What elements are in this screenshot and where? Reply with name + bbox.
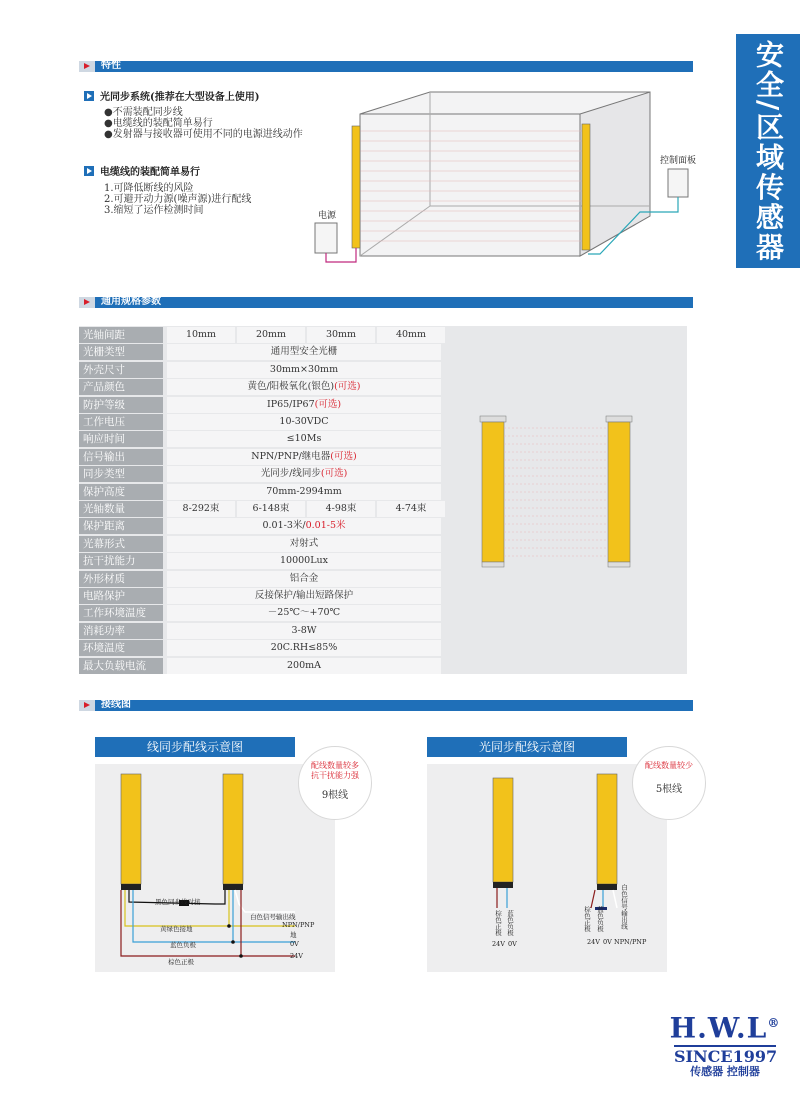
wiring-label-blue: 蓝色负极 xyxy=(170,941,196,949)
spec-value-text: 70mm-2994mm xyxy=(266,485,342,497)
wiring-label-npn: NPN/PNP xyxy=(282,921,315,929)
wiring-right-badge xyxy=(632,746,706,820)
spec-row xyxy=(79,431,439,447)
spec-value-cell: 6-148束 xyxy=(237,501,305,517)
spec-row xyxy=(79,571,439,587)
spec-label: 消耗功率 xyxy=(79,623,163,639)
logo-registered-mark: ® xyxy=(767,1016,781,1030)
feature-subheading-1-text: 光同步系统(推荐在大型设备上使用) xyxy=(100,92,260,103)
feature-item: 2.可避开动力源(噪声源)进行配线 xyxy=(104,194,252,205)
feature-subheading-1 xyxy=(84,88,259,103)
wiring-label-24v: 24V xyxy=(290,952,303,960)
spec-value-text: 30mm×30mm xyxy=(269,363,339,375)
feature-item: ●发射器与接收器可使用不同的电源进线动作 xyxy=(104,129,303,140)
wiring-left-title: 线同步配线示意图 xyxy=(95,737,295,757)
spec-value xyxy=(167,484,441,500)
feature-subheading-2 xyxy=(84,163,200,178)
spec-label: 同步类型 xyxy=(79,466,163,482)
wiring-right-v0: 0V xyxy=(508,940,517,948)
wiring-right-v24: 24V xyxy=(492,940,505,948)
spec-row xyxy=(79,449,439,465)
badge-line: 配线数量较多 xyxy=(311,761,359,770)
wiring-label-white: 白色信号输出线 xyxy=(250,913,296,921)
spec-label: 环境温度 xyxy=(79,640,163,656)
power-label: 电源 xyxy=(318,211,337,221)
wiring-right-npn: NPN/PNP xyxy=(614,938,647,946)
badge-count: 5根线 xyxy=(655,784,683,795)
spec-label: 光轴数量 xyxy=(79,501,163,517)
feature-item: 3.缩短了运作检测时间 xyxy=(104,205,204,216)
spec-value-text: 3-8W xyxy=(291,624,317,636)
spec-value xyxy=(167,344,441,360)
wiring-right-v24-2: 24V xyxy=(587,938,600,946)
wiring-right-white: 白色信号输出线 xyxy=(620,884,628,930)
spec-row xyxy=(79,553,439,569)
light-curtain-product-image xyxy=(476,414,636,574)
spec-row xyxy=(79,605,439,621)
spec-value xyxy=(167,605,441,621)
feature-subheading-2-text: 电缆线的装配简单易行 xyxy=(100,167,200,178)
machine-light-curtain-illustration xyxy=(310,86,710,276)
spec-optional-note: 0.01-5米 xyxy=(305,520,346,532)
play-triangle-icon xyxy=(84,91,94,101)
spec-label: 响应时间 xyxy=(79,431,163,447)
spec-value-cell: 4-98束 xyxy=(307,501,375,517)
feature-item: ●电缆线的装配简单易行 xyxy=(104,118,213,129)
spec-value xyxy=(167,414,441,430)
spec-row xyxy=(79,344,439,360)
spec-row xyxy=(79,379,439,395)
spec-label: 工作电压 xyxy=(79,414,163,430)
spec-value-text: －25℃～+70℃ xyxy=(267,607,341,619)
section-bar-features xyxy=(79,61,693,72)
spec-value-text: 对射式 xyxy=(289,537,319,549)
spec-value-text: 200mA xyxy=(286,659,321,671)
spec-value xyxy=(167,588,441,604)
wiring-right-blue-2: 蓝色负极 xyxy=(596,906,604,932)
spec-value-cell: 20mm xyxy=(237,327,305,343)
badge-count: 9根线 xyxy=(321,790,349,801)
spec-value-cell: 10mm xyxy=(167,327,235,343)
spec-optional-note: (可选) xyxy=(320,468,348,480)
spec-value xyxy=(167,431,441,447)
spec-label: 最大负载电流 xyxy=(79,658,163,674)
spec-row xyxy=(79,327,439,343)
side-category-tab: 安全/区域传感器 xyxy=(736,34,800,268)
spec-row xyxy=(79,623,439,639)
spec-value-text: 反接保护/输出短路保护 xyxy=(254,590,354,601)
spec-optional-note: (可选) xyxy=(334,381,361,393)
feature-item: ●不需装配同步线 xyxy=(104,107,183,118)
spec-value xyxy=(167,658,441,674)
section-marker-icon xyxy=(79,700,95,711)
spec-label: 外壳尺寸 xyxy=(79,362,163,378)
section-bar-wiring xyxy=(79,700,693,711)
spec-label: 工作环境温度 xyxy=(79,605,163,621)
wiring-right-title: 光同步配线示意图 xyxy=(427,737,627,757)
spec-row xyxy=(79,414,439,430)
spec-value-cell: 40mm xyxy=(377,327,445,343)
wiring-left-badge xyxy=(298,746,372,820)
spec-value-text: 光同步/线同步 xyxy=(260,468,321,480)
play-triangle-icon xyxy=(84,166,94,176)
spec-value-text: 黄色/阳极氧化(银色) xyxy=(247,381,335,393)
logo-brand: H.W.L xyxy=(669,1011,768,1045)
spec-row xyxy=(79,501,439,517)
control-panel-label: 控制面板 xyxy=(660,156,697,166)
logo-tagline: 传感器 控制器 xyxy=(690,1065,760,1079)
wiring-label-sync: 黑色同步线对接 xyxy=(155,898,201,906)
spec-row xyxy=(79,397,439,413)
badge-line: 配线数量较少 xyxy=(645,761,693,770)
feature-list-1 xyxy=(104,107,303,140)
spec-optional-note: (可选) xyxy=(314,398,342,410)
spec-value xyxy=(167,449,441,465)
spec-row xyxy=(79,536,439,552)
spec-label: 外形材质 xyxy=(79,571,163,587)
spec-value xyxy=(167,362,441,378)
spec-value-text: 铝合金 xyxy=(289,572,319,584)
section-marker-icon xyxy=(79,61,95,72)
spec-label: 光轴间距 xyxy=(79,327,163,343)
spec-label: 光幕形式 xyxy=(79,536,163,552)
feature-item: 1.可降低断线的风险 xyxy=(104,183,194,194)
wiring-right-blue: 蓝色负极 xyxy=(506,910,514,936)
wiring-right-v0-2: 0V xyxy=(603,938,612,946)
wiring-label-brown: 棕色正极 xyxy=(168,958,194,966)
section-title-features: 特性 xyxy=(101,60,121,71)
wiring-label-yg: 黄绿色接地 xyxy=(160,925,193,933)
section-marker-icon xyxy=(79,297,95,308)
badge-line: 抗干扰能力强 xyxy=(311,771,359,780)
spec-label: 光栅类型 xyxy=(79,344,163,360)
spec-label: 电路保护 xyxy=(79,588,163,604)
spec-value-cell: 4-74束 xyxy=(377,501,445,517)
spec-value xyxy=(167,571,441,587)
spec-value-text: 20C.RH≤85% xyxy=(270,642,338,654)
spec-row xyxy=(79,640,439,656)
spec-label: 抗干扰能力 xyxy=(79,553,163,569)
spec-value xyxy=(167,518,441,534)
spec-row xyxy=(79,658,439,674)
spec-value xyxy=(167,623,441,639)
logo-since: SINCE1997 xyxy=(674,1047,778,1067)
section-title-wiring: 接线图 xyxy=(101,699,131,710)
spec-row xyxy=(79,588,439,604)
spec-value-cell: 8-292束 xyxy=(167,501,235,517)
spec-label: 产品颜色 xyxy=(79,379,163,395)
spec-label: 信号输出 xyxy=(79,449,163,465)
section-bar-specs xyxy=(79,297,693,308)
brand-logo xyxy=(660,1008,790,1079)
spec-row xyxy=(79,362,439,378)
wiring-right-brown: 棕色正极 xyxy=(494,910,502,936)
spec-value xyxy=(167,640,441,656)
spec-value xyxy=(167,536,441,552)
spec-value xyxy=(167,553,441,569)
spec-value-text: 10000Lux xyxy=(279,555,328,567)
spec-value-text: IP65/IP67 xyxy=(266,398,315,410)
spec-row xyxy=(79,466,439,482)
spec-value-text: 通用型安全光栅 xyxy=(270,346,338,358)
wiring-label-0v: 0V xyxy=(290,940,299,948)
spec-label: 保护距离 xyxy=(79,518,163,534)
spec-value xyxy=(167,397,441,413)
spec-label: 防护等级 xyxy=(79,397,163,413)
spec-label: 保护高度 xyxy=(79,484,163,500)
spec-value-text: NPN/PNP/继电器 xyxy=(251,450,331,462)
wiring-label-gnd: 地 xyxy=(290,931,297,939)
feature-list-2 xyxy=(104,183,251,216)
spec-value xyxy=(167,466,441,482)
spec-value-cell: 30mm xyxy=(307,327,375,343)
section-title-specs: 通用规格参数 xyxy=(101,296,161,307)
spec-value xyxy=(167,379,441,395)
spec-row xyxy=(79,484,439,500)
spec-value-text: 10-30VDC xyxy=(279,416,329,427)
spec-value-text: ≤10Ms xyxy=(286,433,322,445)
wiring-right-brown-2: 棕色正极 xyxy=(583,906,591,932)
spec-row xyxy=(79,518,439,534)
spec-value-text: 0.01-3米/ xyxy=(262,520,306,532)
spec-optional-note: (可选) xyxy=(330,450,357,462)
